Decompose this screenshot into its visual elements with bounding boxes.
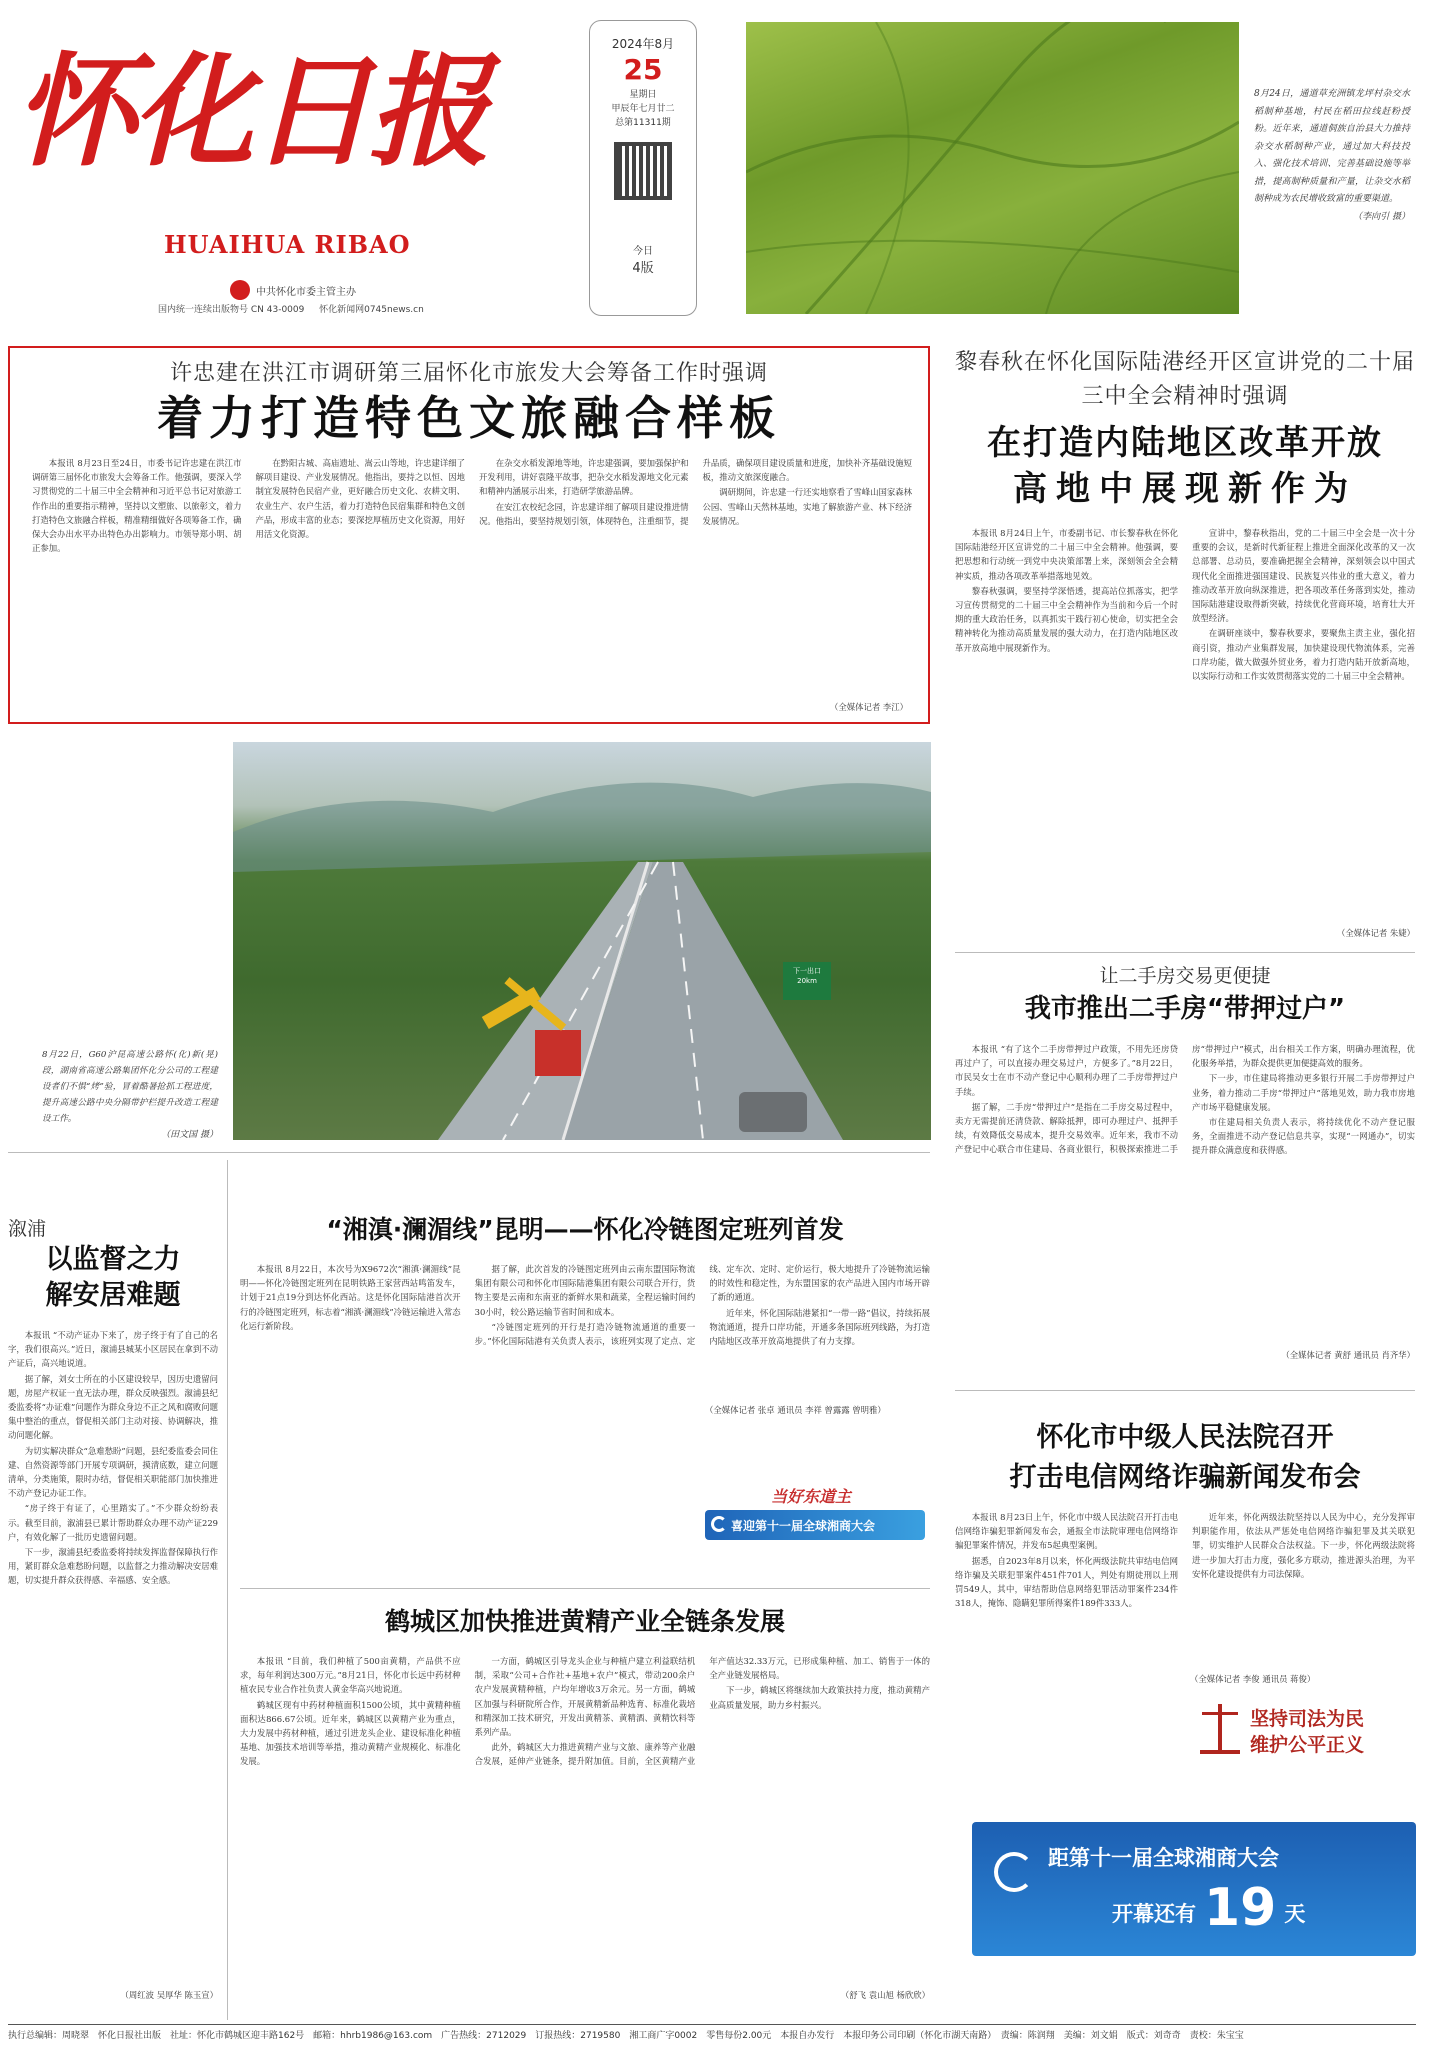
masthead-sponsor: 中共怀化市委主管主办 — [256, 286, 356, 298]
right-headline-1: 在打造内陆地区改革开放 — [987, 423, 1383, 463]
left-paragraph: 下一步，溆浦县纪委监委将持续发挥监督保障执行作用，紧盯群众急难愁盼问题，以监督之力推动解决安居难题，切实提升群众获得感、幸福感、安全感。 — [8, 1547, 218, 1586]
left-paragraph: 本报讯 “不动产证办下来了，房子终于有了自己的名字，我们很高兴。”近日，溆浦县城某小区居民在拿到不动产证后，高兴地说道。 — [8, 1330, 218, 1369]
top-photo-credit: （李向引 摄） — [1353, 211, 1410, 222]
date-box — [589, 20, 697, 316]
right-paragraph: 黎春秋强调，要坚持学深悟透，提高站位抓落实，把学习宣传贯彻党的二十届三中全会精神作为当前和今后一个时期的重大政治任务，以真抓实干践行初心使命，切实把全会精神转化为推动高质量发展的强大动力，在打造内陆地区改革开放高地中展现新作为。 — [955, 585, 1178, 653]
herb-body — [240, 1654, 930, 1988]
housing-kicker: 让二手房交易更便捷 — [1099, 965, 1271, 987]
lead-kicker: 许忠建在洪江市调研第三届怀化市旅发大会筹备工作时强调 — [169, 361, 768, 386]
date-year-month: 2024年8月 — [611, 37, 675, 51]
lead-paragraph: 在安江农校纪念园，许忠建详细了解项目建设推进情况。他指出，要坚持规划引领，体现特色，注重细节，提升品质，确保项目建设质量和进度，加快补齐基础设施短板，推动文旅深度融合。 — [479, 458, 912, 526]
court-paragraph: 据悉，自2023年8月以来，怀化两级法院共审结电信网络诈骗及关联犯罪案件451件701人，判处有期徒刑以上刑罚549人，其中，审结帮助信息网络犯罪活动罪案件234件318人，掩饰、隐瞒犯罪所得案件189件333人。 — [955, 1555, 1178, 1609]
top-photo-caption: 8月24日，通道草充洲镇龙坪村杂交水稻制种基地，村民在稻田拉线赶粉授粉。近年来，通道侗族自治县大力推持杂交水稻制种产业，通过加大科技投入、强化技术培训、完善基础设施等举措，提高制种质量和产量，让杂交水稻制种成为农民增收致富的重要渠道。 — [1254, 89, 1410, 204]
herb-paragraph: 此外，鹤城区大力推进黄精产业与文旅、康养等产业融合发展，延伸产业链条，提升附加值。目前，全区黄精产业年产值达32.33万元，已形成集种植、加工、销售于一体的全产业链发展格局。 — [474, 1656, 930, 1767]
housing-body — [955, 1042, 1415, 1348]
date-pages: 4版 — [632, 261, 654, 276]
lead-paragraph: 调研期间，许忠建一行还实地察看了雪峰山国家森林公园、雪峰山天然林基地，实地了解旅游产业、林下经济发展情况。 — [702, 487, 912, 526]
lead-credit: （全媒体记者 李江） — [829, 702, 908, 712]
highway-credit: （田文国 摄） — [161, 1130, 218, 1140]
date-today-label: 今日 — [633, 246, 653, 257]
countdown-days: 19 — [1204, 1878, 1277, 1938]
court-headline-1: 怀化市中级人民法院召开 — [1036, 1422, 1334, 1453]
countdown-banner — [972, 1822, 1416, 1956]
lead-headline: 着力打造特色文旅融合样板 — [157, 391, 781, 445]
left-kicker: 溆浦 — [8, 1218, 47, 1240]
court-badge-line2: 维护公平正义 — [1250, 1734, 1365, 1756]
masthead-title: 怀化日报 — [14, 39, 486, 183]
expo-badge — [705, 1480, 925, 1546]
countdown-suffix: 天 — [1284, 1902, 1306, 1926]
housing-article — [955, 962, 1415, 1382]
masthead-website: 怀化新闻网0745news.cn — [319, 305, 424, 315]
lead-paragraph: 本报讯 8月23日至24日，市委书记许忠建在洪江市调研第三届怀化市旅发大会筹备工作。他强调，要深入学习贯彻党的二十届三中全会精神和习近平总书记对旅游工作作出的重要指示精神，坚持以文塑旅、以旅彰文，着力打造特色文旅融合样板，精准精细做好各项筹备工作，确保大会办出水平办出特色办出影响力。市领导郑小明、胡正参加。 — [32, 458, 242, 554]
right-paragraph: 在调研座谈中，黎春秋要求，要聚焦主责主业，强化招商引资，推动产业集群发展，加快建设现代物流体系，完善口岸功能，做大做强外贸业务，着力打造内陆开放新高地，以实际行动和工作实效贯彻落实党的二十届三中全会精神。 — [1192, 628, 1415, 682]
masthead-cn-number: 国内统一连续出版物号 CN 43-0009 — [158, 305, 305, 315]
right-paragraph: 宣讲中，黎春秋指出，党的二十届三中全会是一次十分重要的会议，是新时代新征程上推进全面深化改革的又一次总部署、总动员，要准确把握全会精神，深刻领会以中国式现代化全面推进强国建设、民族复兴伟业的重大意义，着力推动改革开放向纵深推进，把各项改革任务落到实处，推动国际陆港建设取得新突破，持续优化营商环境，培育壮大开放型经济。 — [1192, 528, 1415, 624]
date-day: 25 — [623, 53, 663, 86]
rail-paragraph: 据了解，此次首发的冷链图定班列由云南东盟国际物流集团有限公司和怀化市国际陆港集团有限公司联合开行，货物主要是云南和东南亚的新鲜水果和蔬菜，全程运输时间约30小时，较公路运输节省时间和成本。 — [474, 1264, 696, 1317]
highway-caption: 8月22日，G60沪昆高速公路怀(化)新(晃)段，湖南省高速公路集团怀化分公司的工程建设者们不惧“烤”验，冒着酷暑抢抓工程进度，提升高速公路中央分隔带护栏提升改造工程建设工作。 — [42, 1050, 218, 1124]
rail-credit: （全媒体记者 张卓 通讯员 李祥 曾露露 曾明雅） — [705, 1405, 886, 1415]
left-credit: （周红波 吴厚华 陈玉宣） — [120, 1990, 218, 2000]
lead-body — [32, 456, 912, 702]
court-paragraph: 本报讯 8月23日上午，怀化市中级人民法院召开打击电信网络诈骗犯罪新闻发布会，通报全市法院审理电信网络诈骗犯罪案件情况，并发布5起典型案例。 — [955, 1512, 1178, 1551]
herb-article — [240, 1602, 930, 2020]
right-body — [955, 526, 1415, 926]
qr-code-icon[interactable] — [614, 142, 672, 200]
left-headline-2: 解安居难题 — [45, 1280, 181, 1311]
housing-paragraph: 本报讯 “有了这个二手房带押过户政策，不用先还房贷再过户了，可以直接办理交易过户，方便多了。”8月22日，市民吴女士在市不动产登记中心顺利办理了二手房带押过户手续。 — [955, 1044, 1178, 1097]
left-headline-1: 以监督之力 — [45, 1244, 181, 1275]
highway-sign: 下一出口 20km — [793, 967, 821, 985]
left-paragraph: 为切实解决群众“急难愁盼”问题，县纪委监委会同住建、自然资源等部门开展专项调研，摸清底数，建立问题清单，分类施策，限时办结，督促相关职能部门加快推进不动产登记办证工作。 — [8, 1445, 218, 1499]
herb-paragraph: 本报讯 “目前，我们种植了500亩黄精，产品供不应求，每年利润达300万元。”8月21日，怀化市长远中药材种植农民专业合作社负责人黄金华高兴地说道。 — [240, 1656, 461, 1695]
housing-headline: 我市推出二手房“带押过户” — [1024, 994, 1346, 1024]
lead-paragraph: 在杂交水稻发源地等地，许忠建强调，要加强保护和开发利用，讲好袁隆平故事，把杂交水稻发源地文化元素和精神内涵展示出来，打造研学旅游品牌。 — [479, 458, 689, 497]
footer-info: 执行总编辑：周晓翠 怀化日报社出版 社址：怀化市鹤城区迎丰路162号 邮箱：hhrb1986@163.com 广告热线：2712029 订报热线：2719580 湘工商广字0002 零售每份2.00元 本报自办发行 本报印务公司印刷（怀化市湖天南路） 责编：陈润翔 美编：刘文娟 版式：刘奇奇 责校：朱宝宝 — [8, 2031, 1244, 2041]
housing-paragraph: 下一步，市住建局将推动更多银行开展二手房带押过户业务，着力推动二手房“带押过户”落地见效，助力我市房地产市场平稳健康发展。 — [1192, 1073, 1415, 1112]
countdown-prefix: 开幕还有 — [1112, 1902, 1196, 1926]
herb-paragraph: 下一步，鹤城区将继续加大政策扶持力度，推动黄精产业高质量发展，助力乡村振兴。 — [709, 1685, 930, 1710]
left-body — [8, 1328, 218, 1988]
left-article — [8, 1216, 218, 2018]
right-paragraph: 本报讯 8月24日上午，市委副书记、市长黎春秋在怀化国际陆港经开区宣讲党的二十届三中全会精神。他强调，要把思想和行动统一到党中央决策部署上来，深刻领会全会精神实质，推动各项改革举措落地见效。 — [955, 528, 1178, 581]
date-weekday: 星期日 — [629, 90, 657, 100]
rail-paragraph: 近年来，怀化国际陆港紧扣“一带一路”倡议，持续拓展物流通道，提升口岸功能，开通多条国际班列线路，为打造内陆地区改革开放高地提供了有力支撑。 — [709, 1307, 930, 1347]
housing-paragraph: 据了解，二手房“带押过户”是指在二手房交易过程中，卖方无需提前还清贷款、解除抵押，即可办理过户、抵押手续，有效降低交易成本，提升交易效率。近年来，我市不动产登记中心联合市住建局、各商业银行，积极探索推进二手房“带押过户”模式，出台相关工作方案，明确办理流程，优化服务举措，为群众提供更加便捷高效的服务。 — [955, 1044, 1415, 1155]
masthead — [8, 18, 588, 320]
expo-badge-line1: 当好东道主 — [771, 1487, 852, 1506]
herb-paragraph: 一方面，鹤城区引导龙头企业与种植户建立利益联结机制，采取“公司+合作社+基地+农户”模式，带动200余户农户发展黄精种植，户均年增收3万余元。另一方面，鹤城区加强与科研院所合作，开展黄精新品种选育、标准化栽培和精深加工技术研究，开发出黄精茶、黄精酒、黄精饮料等系列产品。 — [474, 1656, 696, 1738]
court-badge — [1200, 1700, 1414, 1758]
party-emblem-icon — [230, 280, 250, 300]
highway-photo — [233, 742, 931, 1140]
rail-headline: “湘滇·澜湄线”昆明——怀化冷链图定班列首发 — [326, 1215, 844, 1244]
date-issue: 总第11311期 — [615, 118, 671, 128]
rail-paragraph: “冷链图定班列的开行是打造冷链物流通道的重要一步。”怀化国际陆港有关负责人表示，该班列实现了定点、定线、定车次、定时、定价运行，极大地提升了冷链物流运输的时效性和稳定性，为东盟国家的农产品进入国内市场开辟了新的通道。 — [474, 1264, 930, 1347]
expo-badge-line2: 喜迎第十一届全球湘商大会 — [731, 1519, 876, 1533]
date-lunar: 甲辰年七月廿二 — [611, 104, 675, 114]
right-kicker: 黎春秋在怀化国际陆港经开区宣讲党的二十届三中全会精神时强调 — [955, 350, 1416, 409]
top-photo — [746, 22, 1239, 314]
right-credit: （全媒体记者 朱婕） — [1336, 928, 1415, 938]
lead-paragraph: 在黔阳古城、高庙遗址、嵩云山等地，许忠建详细了解项目建设、产业发展情况。他指出，要持之以恒、因地制宜发展特色民宿产业，更好融合历史文化、农耕文明、农业生产、农户生活，着力打造特色民宿集群和特色文创产品，形成丰富的业态；要深挖厚植历史文化资源，用好用活文化资源。 — [255, 458, 465, 540]
right-article — [955, 346, 1415, 946]
expo-badge-band — [705, 1510, 925, 1540]
expo-logo-icon — [994, 1852, 1034, 1892]
court-badge-line1: 坚持司法为民 — [1250, 1708, 1365, 1730]
court-headline-2: 打击电信网络诈骗新闻发布会 — [1009, 1462, 1361, 1493]
herb-credit: （舒飞 袁山旭 杨欣欣） — [840, 1990, 930, 2000]
countdown-line1: 距第十一届全球湘商大会 — [1048, 1846, 1279, 1870]
left-paragraph: “房子终于有证了，心里踏实了。”不少群众纷纷表示。截至目前，溆浦县已累计帮助群众办理不动产证229户，有效化解了一批历史遗留问题。 — [8, 1503, 218, 1542]
herb-paragraph: 鹤城区现有中药材种植面积1500公顷，其中黄精种植面积达866.67公顷。近年来，鹤城区以黄精产业为重点，大力发展中药材种植，通过引进龙头企业、建设标准化种植基地、加强技术培训等举措，推动黄精产业规模化、标准化发展。 — [240, 1699, 461, 1767]
rail-paragraph: 本报讯 8月22日，本次号为X9672次“湘滇·澜湄线”昆明——怀化冷链图定班列在昆明铁路王家营西站鸣笛发车，计划于21点19分到达怀化西站。这是怀化国际陆港首次开行的冷链图定班列，标志着“湘滇·澜湄线”冷链运输进入常态化运行新阶段。 — [240, 1264, 461, 1331]
left-paragraph: 据了解，刘女士所在的小区建设较早，因历史遗留问题，房屋产权证一直无法办理，群众反映强烈。溆浦县纪委监委将“办证难”问题作为群众身边不正之风和腐败问题集中整治的重点，督促相关部门主动对接、协调解决，推动问题化解。 — [8, 1373, 218, 1441]
masthead-pinyin: HUAIHUA RIBAO — [164, 230, 411, 259]
court-paragraph: 近年来，怀化两级法院坚持以人民为中心，充分发挥审判职能作用，依法从严惩处电信网络诈骗犯罪及其关联犯罪，切实维护人民群众合法权益。下一步，怀化两级法院将进一步加大打击力度，强化多方联动，推进源头治理，为平安怀化建设提供有力司法保障。 — [1192, 1512, 1415, 1579]
housing-credit: （全媒体记者 黄舒 通讯员 肖齐华） — [1281, 1350, 1415, 1360]
court-credit: （全媒体记者 李俊 通讯员 蒋俊） — [1190, 1674, 1316, 1684]
right-headline-2: 高地中展现新作为 — [1013, 469, 1357, 509]
scales-icon — [1200, 1704, 1240, 1754]
wave-icon — [711, 1516, 727, 1532]
lead-article-box — [8, 346, 930, 724]
herb-headline: 鹤城区加快推进黄精产业全链条发展 — [384, 1607, 785, 1636]
housing-paragraph: 市住建局相关负责人表示，将持续优化不动产登记服务，全面推进不动产登记信息共享，实现“一网通办”，切实提升群众满意度和获得感。 — [1192, 1117, 1415, 1156]
